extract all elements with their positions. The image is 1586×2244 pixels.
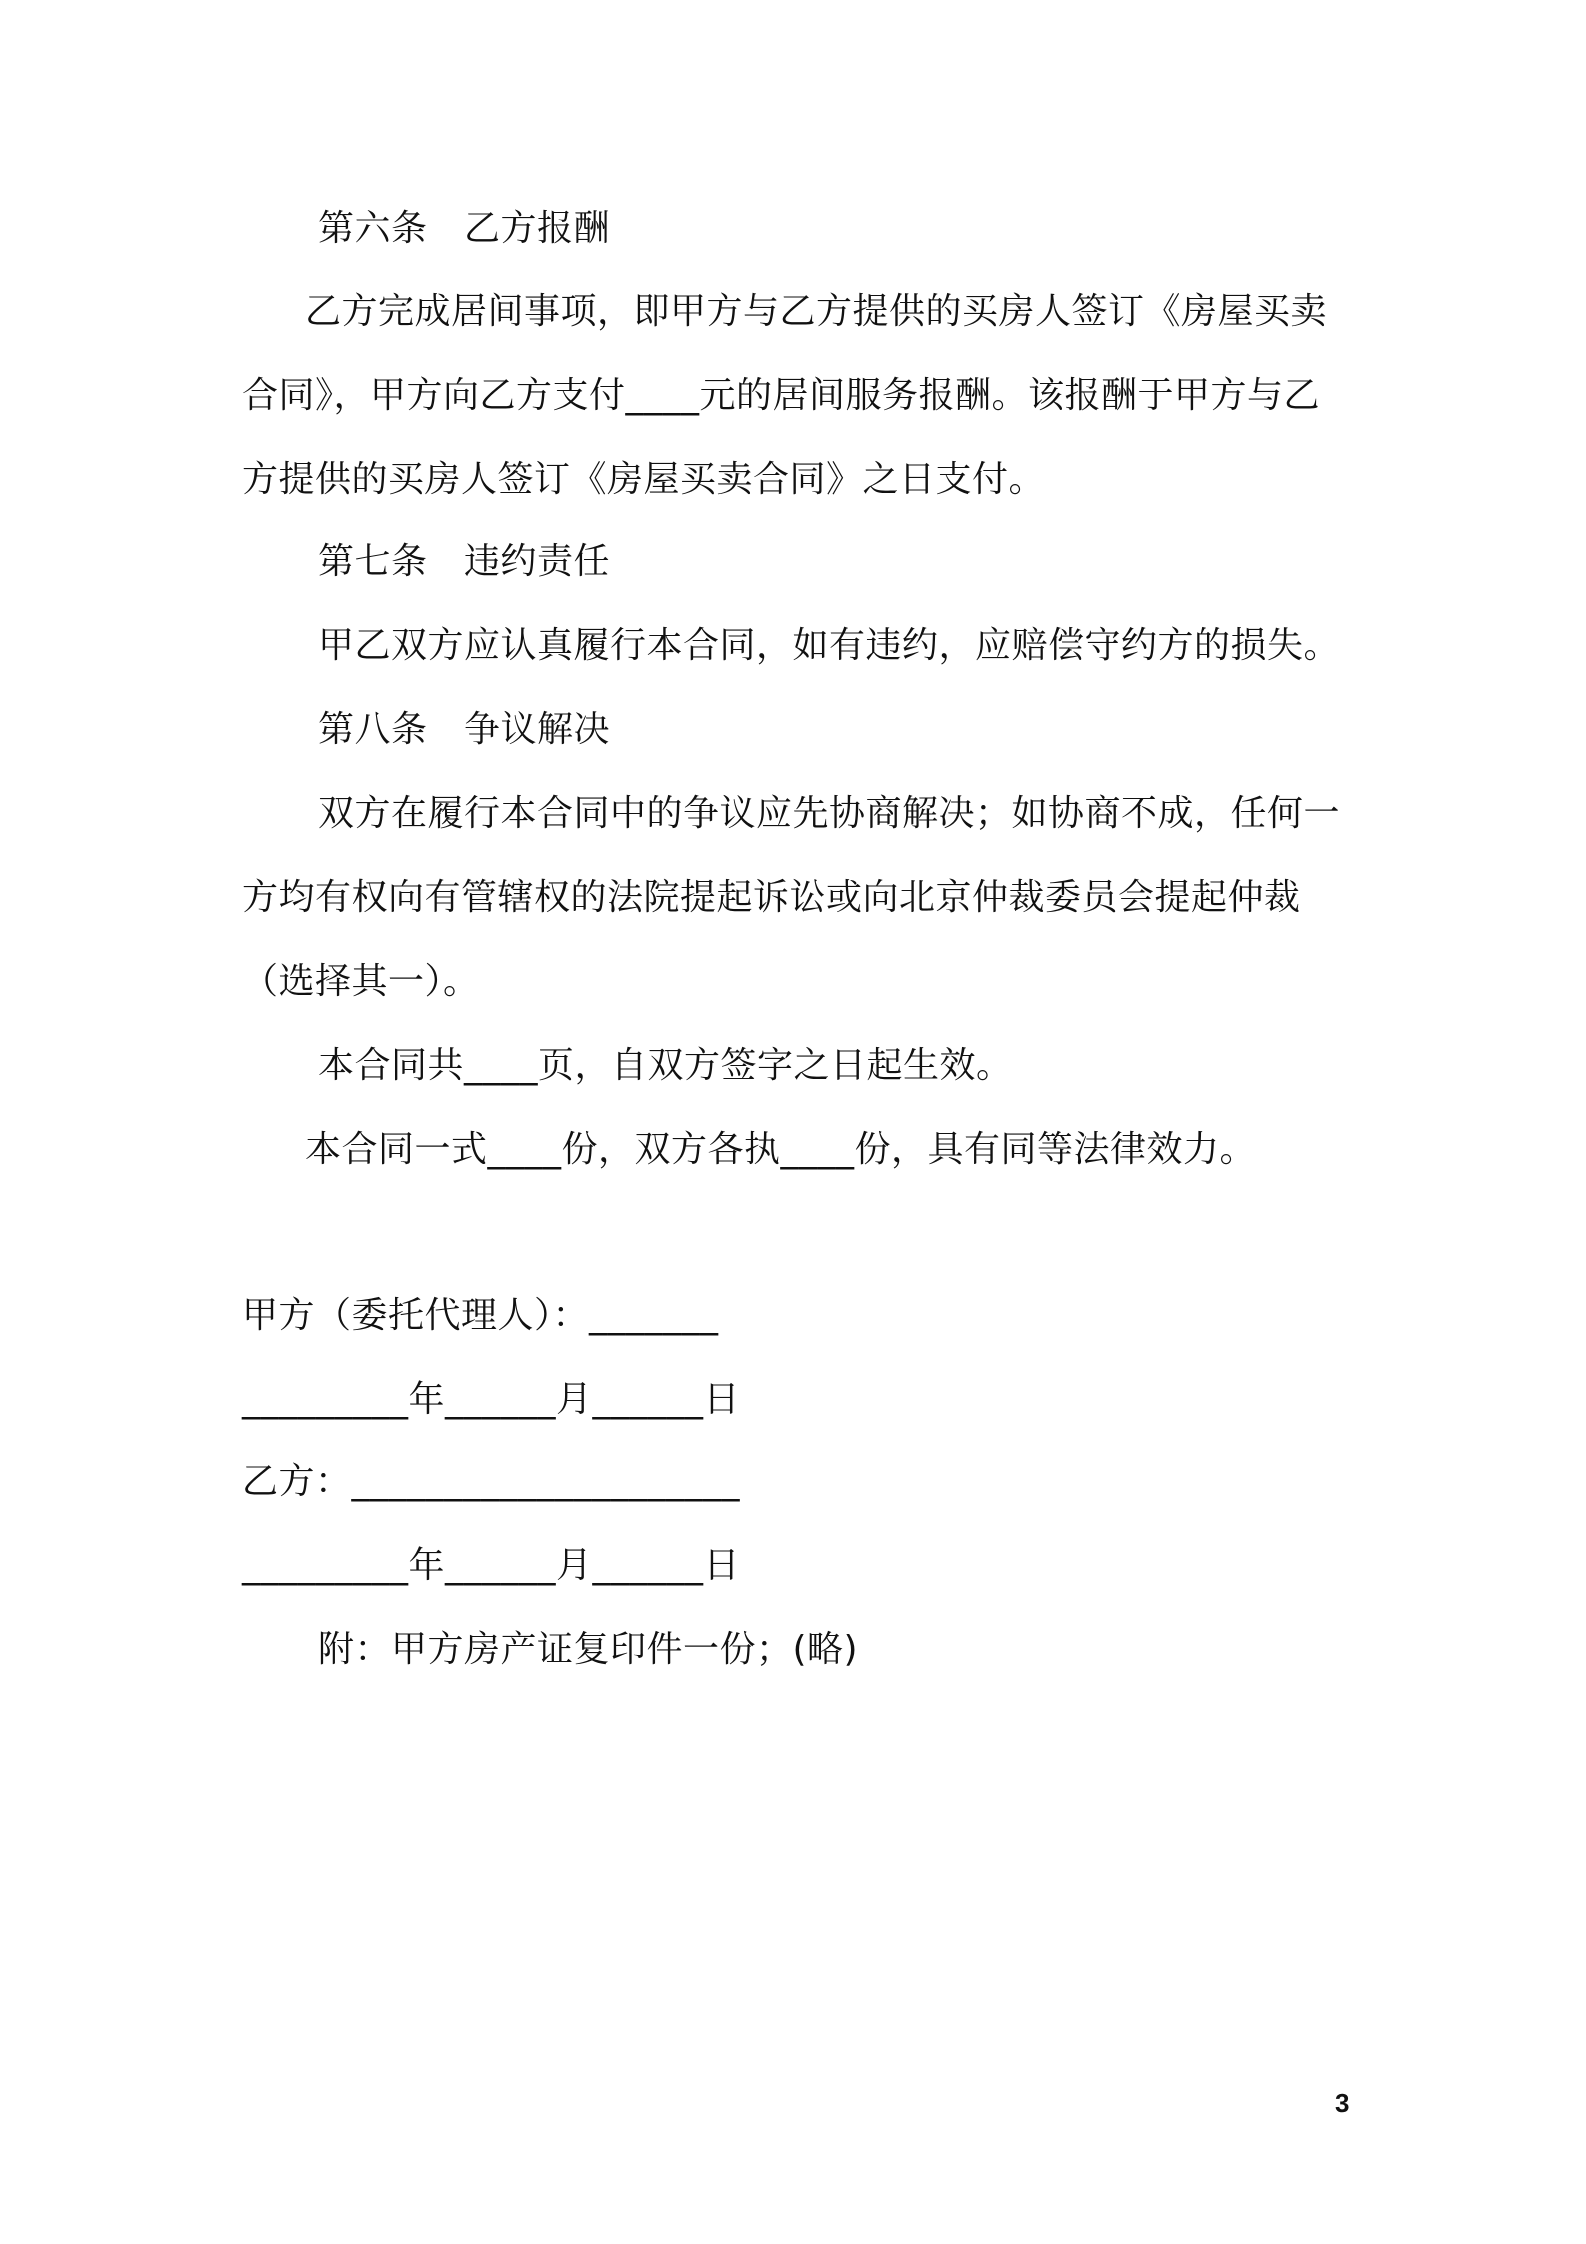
article-8-heading: 第八条 争议解决 <box>318 709 611 750</box>
article-6-body-line-3: 方提供的买房人签订《房屋买卖合同》之日支付。 <box>242 459 1046 500</box>
article-7-body-line-1: 甲乙双方应认真履行本合同，如有违约，应赔偿守约方的损失。 <box>318 625 1341 666</box>
article-8-body-line-3: （选择其一）。 <box>242 961 480 1002</box>
article-8-body-line-1: 双方在履行本合同中的争议应先协商解决；如协商不成，任何一 <box>318 793 1341 834</box>
contract-pages-line: 本合同共____页，自双方签字之日起生效。 <box>318 1045 1013 1086</box>
party-b-signature-line: 乙方：_____________________ <box>242 1461 741 1502</box>
article-6-body-line-1: 乙方完成居间事项，即甲方与乙方提供的买房人签订《房屋买卖 <box>305 291 1328 332</box>
page-number: 3 <box>1335 2088 1350 2118</box>
party-b-date-line: _________年______月______日 <box>242 1545 740 1586</box>
party-a-signature-line: 甲方（委托代理人）：_______ <box>242 1295 719 1336</box>
article-7-heading: 第七条 违约责任 <box>318 541 611 582</box>
party-a-date-line: _________年______月______日 <box>242 1379 740 1420</box>
article-6-body-line-2: 合同》，甲方向乙方支付____元的居间服务报酬。该报酬于甲方与乙 <box>242 375 1321 416</box>
attachment-note: 附：甲方房产证复印件一份；(略) <box>318 1629 859 1670</box>
article-6-heading: 第六条 乙方报酬 <box>318 208 611 249</box>
article-8-body-line-2: 方均有权向有管辖权的法院提起诉讼或向北京仲裁委员会提起仲裁 <box>242 877 1301 918</box>
contract-copies-line: 本合同一式____份，双方各执____份，具有同等法律效力。 <box>305 1129 1257 1170</box>
